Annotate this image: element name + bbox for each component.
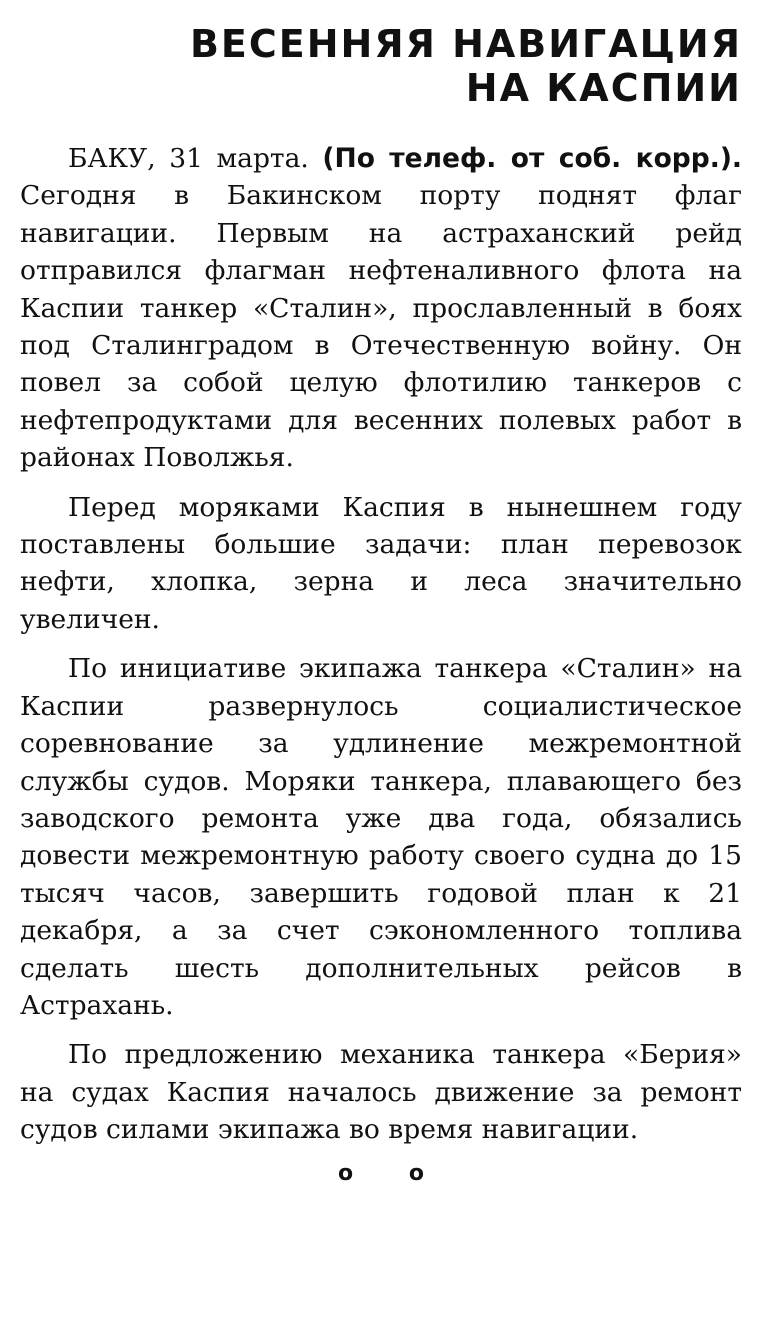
dateline: БАКУ, 31 марта.	[68, 143, 309, 174]
paragraph-3: По инициативе экипажа танкера «Сталин» на Каспии развернулось социалистическое соревнование за удлинение межремонтной службы судов. Моряки танкера, плавающего без заводского ремонта уже два года, обязались довести межремонтную работу своего судна до 15 тысяч часов, завершить годовой план к 21 декабря, а за счет сэкономленного топлива сделать шесть дополнительных рейсов в Астрахань.	[20, 653, 742, 1021]
paragraph-1	[20, 140, 742, 477]
paragraph-2: Перед моряками Каспия в нынешнем году поставлены большие задачи: план перевозок нефти, хлопка, зерна и леса значительно увеличен.	[20, 491, 742, 635]
end-of-article-mark: о о	[338, 1160, 448, 1186]
article-headline	[20, 22, 742, 110]
paragraph-1-text: Сегодня в Бакинском порту поднят флаг навигации. Первым на астраханский рейд отправился флагман нефтеналивного флота на Каспии танкер «Сталин», прославленный в боях под Сталинградом в Отечественную войну. Он повел за собой целую флотилию танкеров с нефтепродуктами для весенних полевых работ в районах Поволжья.	[20, 180, 742, 474]
headline-line-2: НА КАСПИИ	[465, 66, 742, 110]
article-body	[20, 140, 742, 1149]
news-article	[20, 22, 742, 1186]
paragraph-4: По предложению механика танкера «Берия» на судах Каспия началось движение за ремонт судов силами экипажа во время навигации.	[20, 1039, 742, 1146]
byline: (По телеф. от соб. корр.).	[322, 143, 742, 174]
headline-line-1: ВЕСЕННЯЯ НАВИГАЦИЯ	[189, 22, 742, 66]
